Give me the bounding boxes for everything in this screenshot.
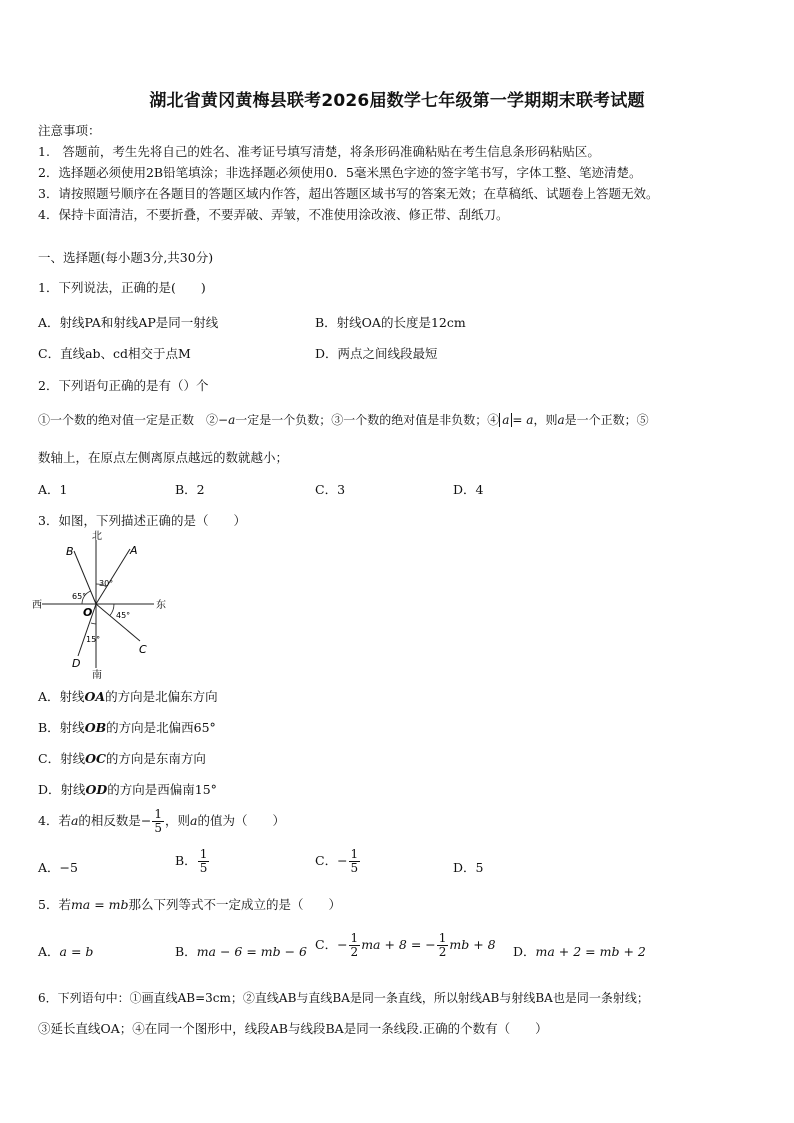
q3-b-ray: OB — [84, 720, 107, 735]
arc-45 — [110, 604, 114, 616]
q4-c-denominator: 5 — [350, 861, 359, 875]
q3-direction-figure — [30, 528, 180, 680]
q4-c-label: C．− — [315, 853, 348, 868]
label-angle-65: 65° — [72, 592, 87, 601]
q5-a-equation: a = b — [59, 944, 94, 959]
q5-option-b — [175, 942, 307, 960]
q4-stem — [38, 808, 285, 835]
q3-a-prefix: A．射线 — [38, 689, 85, 704]
q3-b-prefix: B．射线 — [38, 720, 85, 735]
q5-text-1: 5．若 — [38, 897, 71, 912]
arc-15 — [91, 623, 96, 624]
q4-text-2: 的相反数是− — [78, 813, 152, 828]
q5-c-label: C．− — [315, 937, 348, 952]
q3-d-suffix: 的方向是西偏南15° — [107, 782, 217, 797]
q2-stem: 2．下列语句正确的是有（）个 — [38, 378, 209, 393]
q5-option-d — [513, 942, 646, 960]
q4-text-1: 4．若 — [38, 813, 71, 828]
label-south: 南 — [92, 670, 102, 680]
ray-oa — [96, 549, 130, 604]
q2-eq-a: = a — [512, 413, 534, 427]
q2-option-b: B．2 — [175, 482, 205, 497]
q3-stem: 3．如图，下列描述正确的是（ ） — [38, 513, 246, 528]
notice-heading: 注意事项： — [38, 123, 101, 138]
q3-d-prefix: D．射线 — [38, 782, 86, 797]
q4-text-3: ，则 — [165, 813, 191, 828]
q1-option-a: A．射线PA和射线AP是同一射线 — [38, 315, 219, 330]
q2-text-1: ①一个数的绝对值一定是正数 ② — [38, 413, 219, 427]
q3-c-ray: OC — [85, 751, 106, 766]
q4-option-d: D．5 — [453, 860, 484, 875]
q5-c-end: mb + 8 — [449, 937, 496, 952]
q5-option-c — [315, 932, 496, 959]
q3-c-suffix: 的方向是东南方向 — [105, 751, 206, 766]
q6-line-2: ③延长直线OA；④在同一个图形中，线段AB与线段BA是同一条线段.正确的个数有（ ） — [38, 1021, 548, 1036]
q4-fraction-numerator: 1 — [154, 807, 163, 821]
q4-b-denominator: 5 — [199, 861, 208, 875]
q3-option-b — [38, 718, 216, 736]
q3-option-d — [38, 780, 217, 798]
notice-item-3: 3．请按照题号顺序在各题目的答题区域内作答，超出答题区域书写的答案无效；在草稿纸、试题卷上答题无效。 — [38, 186, 659, 201]
q5-c-fraction-1 — [349, 932, 361, 959]
q3-b-suffix: 的方向是北偏西65° — [106, 720, 216, 735]
q2-statement-line-1 — [38, 411, 649, 428]
notice-item-1: 1. 答题前，考生先将自己的姓名、准考证号填写清楚，将条形码准确粘贴在考生信息条形码粘贴区。 — [38, 144, 600, 159]
q2-text-4: 是一个正数；⑤ — [564, 413, 649, 427]
q4-fraction-denominator: 5 — [154, 821, 163, 835]
label-b: B — [66, 545, 74, 558]
q2-option-d: D．4 — [453, 482, 484, 497]
notice-item-2: 2．选择题必须使用2B铅笔填涂；非选择题必须使用0．5毫米黑色字迹的签字笔书写，字体工整、笔迹清楚。 — [38, 165, 642, 180]
q2-abs-a: a — [499, 413, 512, 427]
q3-c-prefix: C．射线 — [38, 751, 86, 766]
q2-option-a: A．1 — [38, 482, 68, 497]
q5-d-label: D． — [513, 944, 536, 959]
q5-equation: ma = mb — [70, 897, 129, 912]
label-angle-45: 45° — [116, 611, 131, 620]
q2-option-c: C．3 — [315, 482, 346, 497]
section-heading: 一、选择题(每小题3分,共30分) — [38, 250, 214, 265]
q5-c-numerator-2: 1 — [438, 931, 447, 945]
q2-neg-a: −a — [218, 413, 236, 427]
label-d: D — [72, 657, 81, 670]
q1-option-b: B．射线OA的长度是12cm — [315, 315, 466, 330]
q4-c-fraction — [349, 848, 361, 875]
q5-a-label: A． — [38, 944, 60, 959]
q4-var-a-2: a — [190, 813, 198, 828]
q3-a-suffix: 的方向是北偏东方向 — [105, 689, 218, 704]
q3-option-c — [38, 749, 206, 767]
label-east: 东 — [156, 600, 166, 611]
q1-option-d: D．两点之间线段最短 — [315, 346, 438, 361]
notice-item-4: 4．保持卡面清洁，不要折叠，不要弄破、弄皱，不准使用涂改液、修正带、刮纸刀。 — [38, 207, 509, 222]
exam-title: 湖北省黄冈黄梅县联考2026届数学七年级第一学期期末联考试题 — [149, 91, 645, 111]
q4-text-4: 的值为（ ） — [197, 813, 286, 828]
q5-b-equation: ma − 6 = mb − 6 — [196, 944, 308, 959]
q5-c-denominator-1: 2 — [350, 945, 359, 959]
label-a: A — [130, 544, 138, 557]
q5-text-2: 那么下列等式不一定成立的是（ ） — [128, 897, 342, 912]
q5-c-middle: ma + 8 = − — [361, 937, 436, 952]
q3-option-a — [38, 687, 218, 705]
q6-line-1: 6．下列语句中：①画直线AB=3cm；②直线AB与直线BA是同一条直线，所以射线AB与射线BA也是同一条射线； — [38, 991, 649, 1005]
q4-c-numerator: 1 — [350, 847, 359, 861]
label-o: O — [83, 606, 93, 619]
q4-fraction — [152, 808, 164, 835]
q4-option-c — [315, 848, 361, 875]
q2-text-3: ，则 — [533, 413, 558, 427]
q3-d-ray: OD — [85, 782, 108, 797]
q5-option-a — [38, 942, 93, 960]
label-north: 北 — [92, 531, 102, 542]
q4-b-fraction — [198, 848, 210, 875]
q4-option-b — [175, 848, 210, 875]
q5-c-denominator-2: 2 — [438, 945, 447, 959]
q2-statement-line-2: 数轴上，在原点左侧离原点越远的数就越小； — [38, 450, 289, 465]
label-angle-15: 15° — [86, 635, 101, 644]
label-angle-30: 30° — [99, 579, 114, 588]
label-c: C — [139, 643, 147, 656]
q5-b-label: B． — [175, 944, 197, 959]
q4-var-a: a — [70, 813, 79, 828]
ray-oc — [96, 604, 140, 641]
q5-d-equation: ma + 2 = mb + 2 — [535, 944, 646, 959]
q4-b-numerator: 1 — [199, 847, 208, 861]
q2-text-2: 一定是一个负数；③一个数的绝对值是非负数；④ — [235, 413, 500, 427]
q5-stem — [38, 895, 341, 913]
label-west: 西 — [32, 600, 42, 611]
q5-c-fraction-2 — [437, 932, 449, 959]
q1-option-c: C．直线ab、cd相交于点M — [38, 346, 191, 361]
q5-c-numerator-1: 1 — [350, 931, 359, 945]
q1-stem: 1．下列说法，正确的是( ) — [38, 280, 206, 295]
q4-option-a: A．−5 — [38, 860, 78, 875]
q4-b-label: B． — [175, 853, 197, 868]
q2-var-a: a — [557, 413, 565, 427]
q3-a-ray: OA — [84, 689, 106, 704]
